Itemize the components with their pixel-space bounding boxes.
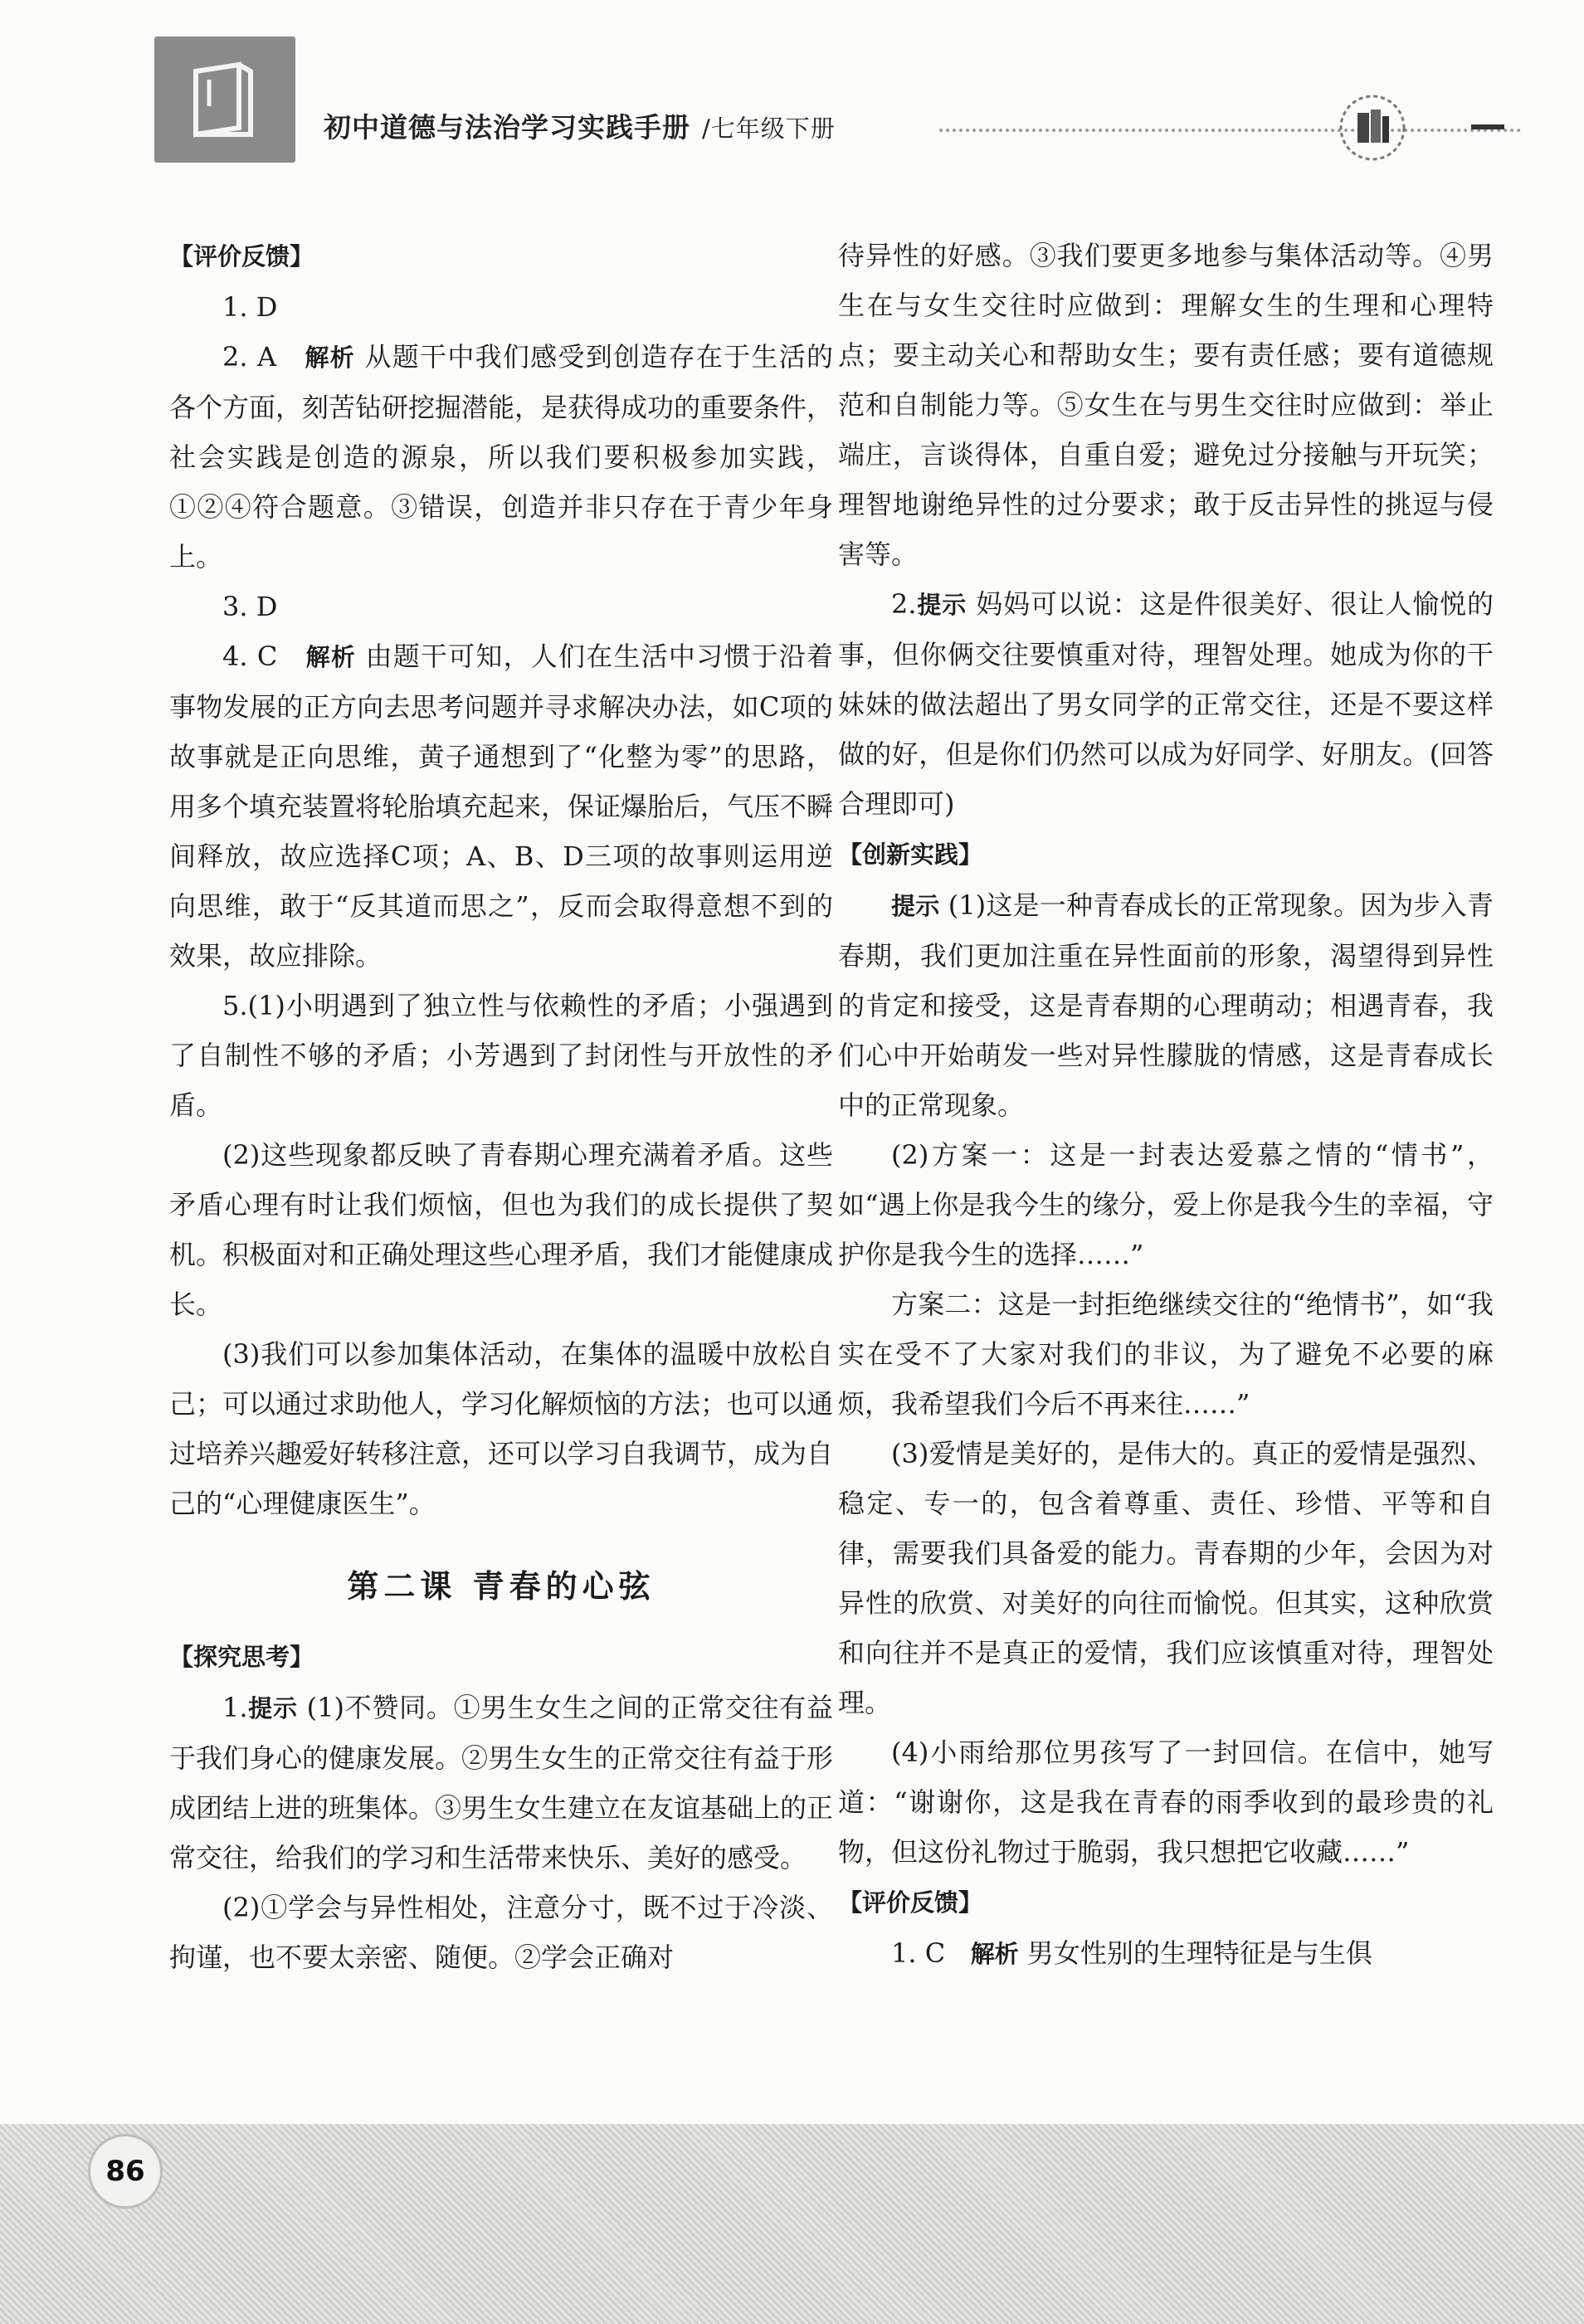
section-heading: 【评价反馈】 xyxy=(169,242,314,270)
page-number: 86 xyxy=(88,2134,163,2209)
section-heading: 【创新实践】 xyxy=(838,840,983,869)
answer-2: 2. A 解析 从题干中我们感受到创造存在于生活的各个方面，刻苦钻研挖掘潜能，是获得成功的重要条件，社会实践是创造的源泉，所以我们要积极参加实践，①②④符合题意。③错误，创造并非只存在于青少年身上。 xyxy=(169,341,834,572)
footer-band xyxy=(0,2124,1584,2324)
answer-1: 1. D xyxy=(222,291,278,323)
inquiry-1-part-2: (2)①学会与异性相处，注意分寸，既不过于冷淡、拘谨，也不要太亲密、随便。②学会正确对 xyxy=(169,1892,833,1973)
lesson-title: 第二课 青春的心弦 xyxy=(347,1567,656,1605)
header-logo-block xyxy=(154,37,295,163)
practice-2-plan-2: 方案二：这是一封拒绝继续交往的“绝情书”，如“我实在受不了大家对我们的非议，为了避免不必要的麻烦，我希望我们今后不再来往……” xyxy=(838,1289,1494,1420)
section-heading: 【探究思考】 xyxy=(169,1643,314,1671)
practice-2: (2)方案一：这是一封表达爱慕之情的“情书”，如“遇上你是我今生的缘分，爱上你是我今生的幸福，守护你是我今生的选择……” xyxy=(838,1139,1494,1270)
answer-5-part-2: (2)这些现象都反映了青春期心理充满着矛盾。这些矛盾心理有时让我们烦恼，但也为我们的成长提供了契机。积极面对和正确处理这些心理矛盾，我们才能健康成长。 xyxy=(169,1139,834,1320)
book-title: 初中道德与法治学习实践手册 /七年级下册 xyxy=(324,111,836,144)
header-end-bar xyxy=(1471,124,1504,129)
book-subtitle: /七年级下册 xyxy=(702,114,836,143)
answer-5-part-1: 5.(1)小明遇到了独立性与依赖性的矛盾；小强遇到了自制性不够的矛盾；小芳遇到了封闭性与开放性的矛盾。 xyxy=(169,990,833,1121)
inquiry-1-continued: 待异性的好感。③我们要更多地参与集体活动等。④男生在与女生交往时应做到：理解女生的生理和心理特点；要主动关心和帮助女生；要有责任感；要有道德规范和自制能力等。⑤女生在与男生交往时应做到：举止端庄，言谈得体，自重自爱；避免过分接触与开玩笑；理智地谢绝异性的过分要求；敢于反击异性的挑逗与侵害等。 xyxy=(838,240,1494,570)
books-icon xyxy=(1338,93,1407,163)
left-column xyxy=(169,231,833,1982)
inquiry-1: 1.提示 (1)不赞同。①男生女生之间的正常交往有益于我们身心的健康发展。②男生女生的正常交往有益于形成团结上进的班集体。③男生女生建立在友谊基础上的正常交往，给我们的学习和生活带来快乐、美好的感受。 xyxy=(169,1692,834,1873)
header-divider xyxy=(939,129,1521,132)
practice-1: 提示 (1)这是一种青春成长的正常现象。因为步入青春期，我们更加注重在异性面前的形象，渴望得到异性的肯定和接受，这是青春期的心理萌动；相遇青春，我们心中开始萌发一些对异性朦胧的情感，这是青春成长中的正常现象。 xyxy=(838,889,1494,1121)
practice-3: (3)爱情是美好的，是伟大的。真正的爱情是强烈、稳定、专一的，包含着尊重、责任、珍惜、平等和自律，需要我们具备爱的能力。青春期的少年，会因为对异性的欣赏、对美好的向往而愉悦。但其实，这种欣赏和向往并不是真正的爱情，我们应该慎重对待，理智处理。 xyxy=(838,1438,1494,1718)
practice-4: (4)小雨给那位男孩写了一封回信。在信中，她写道：“谢谢你，这是我在青春的雨季收到的最珍贵的礼物，但这份礼物过于脆弱，我只想把它收藏……” xyxy=(838,1737,1494,1868)
book-icon xyxy=(189,60,261,139)
answer-4: 4. C 解析 由题干可知，人们在生活中习惯于沿着事物发展的正方向去思考问题并寻求解决办法，如C项的故事就是正向思维，黄子通想到了“化整为零”的思路，用多个填充装置将轮胎填充起来，保证爆胎后，气压不瞬间释放，故应选择C项；A、B、D三项的故事则运用逆向思维，敢于“反其道而思之”，反而会取得意想不到的效果，故应排除。 xyxy=(169,641,834,972)
section-heading: 【评价反馈】 xyxy=(838,1888,983,1917)
inquiry-2: 2.提示 妈妈可以说：这是件很美好、很让人愉悦的事，但你俩交往要慎重对待，理智处理。她成为你的干妹妹的做法超出了男女同学的正常交往，还是不要这样做的好，但是你们仍然可以成为好同学、好朋友。(回答合理即可) xyxy=(838,588,1494,820)
answer-3: 3. D xyxy=(222,591,278,622)
answer-5-part-3: (3)我们可以参加集体活动，在集体的温暖中放松自己；可以通过求助他人，学习化解烦恼的方法；也可以通过培养兴趣爱好转移注意，还可以学习自我调节，成为自己的“心理健康医生”。 xyxy=(169,1338,834,1519)
right-column xyxy=(838,231,1494,1979)
feedback-1: 1. C 解析 男女性别的生理特征是与生俱 xyxy=(891,1937,1372,1969)
